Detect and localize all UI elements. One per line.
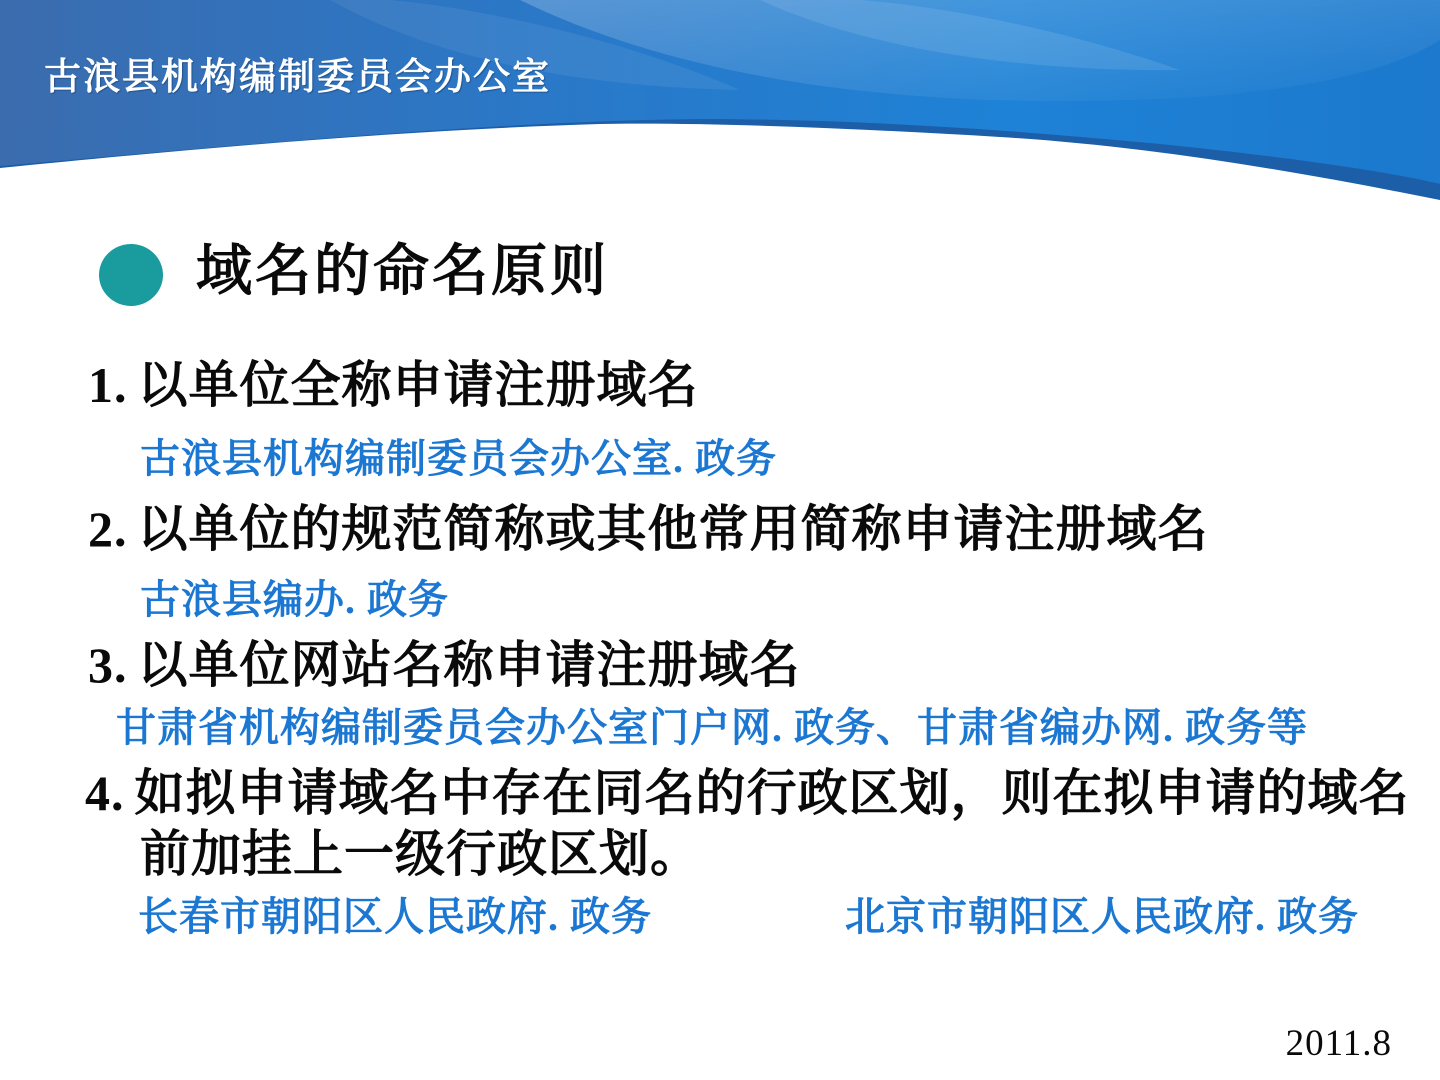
item-2-number: 2. bbox=[88, 501, 128, 557]
item-3-example: 甘肃省机构编制委员会办公室门户网. 政务、甘肃省编办网. 政务等 bbox=[116, 705, 1308, 750]
header-org-name: 古浪县机构编制委员会办公室 bbox=[44, 57, 551, 98]
list-item-3 bbox=[88, 638, 801, 693]
item-3-number: 3. bbox=[88, 637, 128, 693]
list-item-4-line-2: 前加挂上一级行政区划。 bbox=[140, 826, 701, 882]
list-item-1 bbox=[88, 358, 699, 413]
item-4-number: 4. bbox=[85, 765, 125, 821]
item-4-example-left: 长春市朝阳区人民政府. 政务 bbox=[138, 894, 652, 939]
item-4-text-line-1: 如拟申请域名中存在同名的行政区划，则在拟申请的域名 bbox=[134, 765, 1410, 821]
title-bullet-icon bbox=[99, 244, 163, 306]
item-2-text: 以单位的规范简称或其他常用简称申请注册域名 bbox=[137, 501, 1209, 557]
banner-graphic bbox=[0, 0, 1440, 210]
item-1-text: 以单位全称申请注册域名 bbox=[137, 357, 699, 413]
slide-title: 域名的命名原则 bbox=[196, 241, 609, 303]
item-3-text: 以单位网站名称申请注册域名 bbox=[137, 637, 801, 693]
item-4-example-right: 北京市朝阳区人民政府. 政务 bbox=[845, 894, 1359, 939]
item-1-example: 古浪县机构编制委员会办公室. 政务 bbox=[140, 436, 777, 481]
header-banner bbox=[0, 0, 1440, 210]
item-2-example: 古浪县编办. 政务 bbox=[140, 577, 449, 622]
list-item-4-line-1 bbox=[85, 766, 1410, 821]
footer-date: 2011.8 bbox=[1285, 1023, 1392, 1064]
item-1-number: 1. bbox=[88, 357, 128, 413]
list-item-2 bbox=[88, 502, 1209, 557]
